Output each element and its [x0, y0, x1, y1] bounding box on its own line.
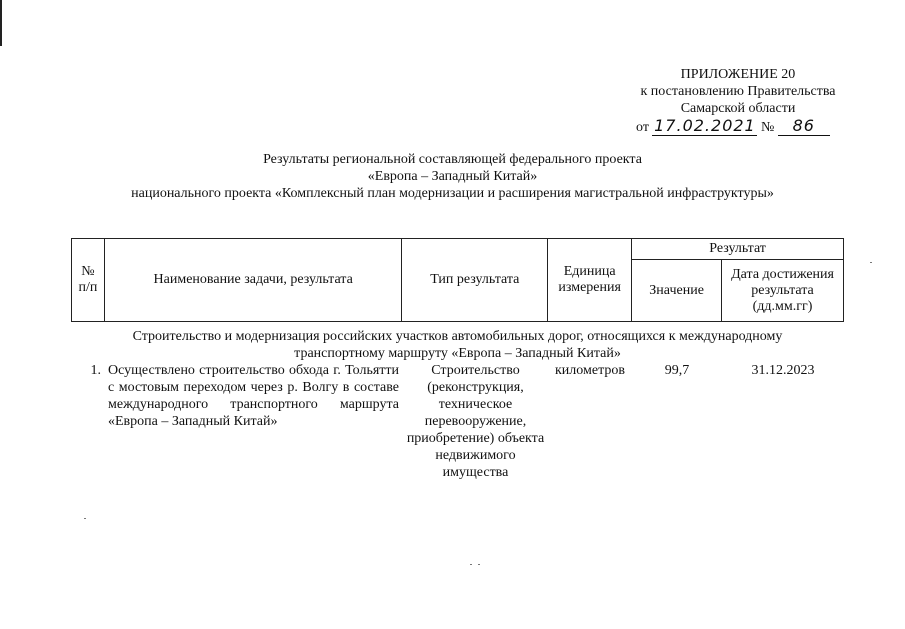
heading-line-2: «Европа – Западный Китай»	[367, 169, 538, 184]
header-name: Наименование задачи, результата	[104, 239, 401, 322]
scan-speck	[478, 564, 480, 565]
header-num: № п/п	[72, 239, 105, 322]
handwritten-date: 17.02.2021	[654, 116, 756, 135]
appendix-block	[623, 66, 853, 117]
number-label: №	[760, 120, 775, 135]
resolution-date-number	[636, 117, 866, 137]
appendix-title: ПРИЛОЖЕНИЕ 20	[680, 67, 796, 82]
section-title-line-1: Строительство и модернизация российских участков автомобильных дорог, относящихся к международному	[132, 329, 783, 344]
header-unit: Единица измерения	[548, 239, 632, 322]
row-value: 99,7	[664, 363, 690, 378]
results-table-header	[71, 238, 844, 322]
handwritten-number: 86	[778, 117, 830, 136]
header-value: Значение	[632, 260, 722, 322]
header-type: Тип результата	[402, 239, 548, 322]
scan-speck	[870, 262, 872, 263]
header-date: Дата достижения результата (дд.мм.гг)	[722, 260, 844, 322]
row-task-name: Осуществлено строительство обхода г. Тольятти с мостовым переходом через р. Волгу в составе международного транспортного маршрута «Европа – Западный Китай»	[108, 363, 399, 429]
heading-line-3: национального проекта «Комплексный план модернизации и расширения магистральной инфраструктуры»	[131, 186, 774, 201]
heading-line-1: Результаты региональной составляющей федерального проекта	[263, 152, 642, 167]
row-date: 31.12.2023	[751, 363, 815, 378]
from-label: от	[636, 120, 649, 135]
scan-edge-mark	[0, 0, 2, 46]
appendix-line-1: к постановлению Правительства	[640, 84, 836, 99]
row-unit: километров	[555, 363, 625, 378]
section-title	[71, 328, 844, 362]
header-result: Результат	[632, 239, 844, 260]
document-heading	[0, 151, 905, 202]
appendix-line-2: Самарской области	[680, 101, 796, 116]
section-title-line-2: транспортному маршруту «Европа – Западный Китай»	[294, 346, 621, 361]
row-result-type: Строительство (реконструкция, техническое перевооружение, приобретение) объекта недвижимого имущества	[406, 363, 545, 480]
scan-speck	[84, 518, 86, 519]
scan-speck	[470, 564, 472, 565]
row-number: 1.	[90, 363, 101, 378]
